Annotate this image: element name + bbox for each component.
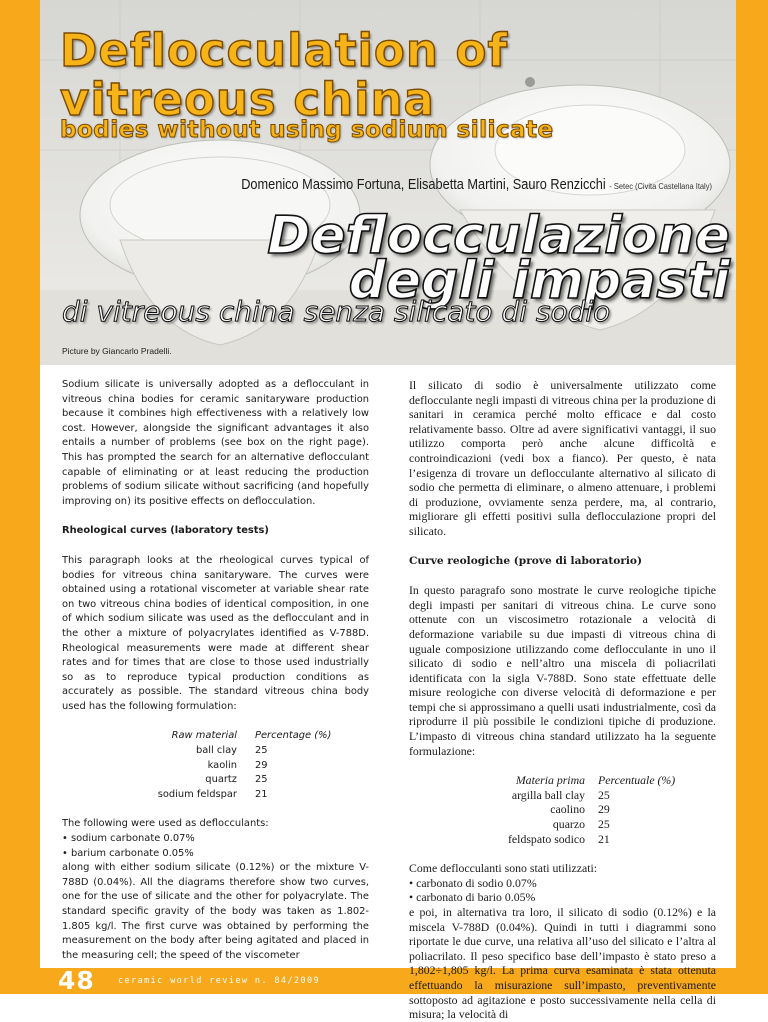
authors-line: [241, 177, 712, 193]
en-table-cell: sodium feldspar: [157, 788, 237, 800]
it-table-cell: 25: [598, 817, 610, 832]
english-column: [62, 378, 369, 963]
en-table-cell: ball clay: [195, 745, 237, 757]
photo-credit: Picture by Giancarlo Pradelli.: [62, 346, 172, 356]
it-formulation-table: [409, 773, 716, 846]
journal-name: ceramic world review n. 84/2009: [118, 976, 321, 986]
en-table-header-percentage: Percentage (%): [255, 730, 332, 742]
it-table-header-material: Materia prima: [515, 773, 585, 788]
en-table-cell: 21: [255, 788, 268, 800]
it-deflocculants-intro: Come deflocculanti sono stati utilizzati:: [409, 861, 598, 876]
it-bullet: • carbonato di sodio 0.07%: [409, 875, 537, 890]
italian-column: [409, 378, 716, 1022]
title-en-line2: vitreous china: [60, 73, 435, 126]
en-deflocculants-intro: The following were used as deflocculants:: [62, 818, 269, 830]
en-paragraph-1: This paragraph looks at the rheological curves typical of bodies for vitreous china sanitaryware. The curves were obtained using a rotational viscometer at variable shear rate on two vitreous china bodies of identical composition, in one of which sodium silicate was used as the deflocculant and in the other a mixture of polyacrylates identified as V-788D. Rheological measurements were made at different shear rates and for times that are close to those used industrially so as to reproduce typical production conditions as accurately as possible. The standard vitreous china body used has the following formulation:: [62, 554, 369, 712]
en-bullet: • barium carbonate 0.05%: [62, 847, 194, 859]
author-names: Domenico Massimo Fortuna, Elisabetta Martini, Sauro Renzicchi: [241, 177, 606, 193]
right-accent-bar: [736, 0, 768, 994]
page-number: 48: [58, 966, 95, 995]
author-affiliation: - Setec (Civita Castellana Italy): [609, 181, 712, 191]
left-accent-bar: [0, 0, 40, 994]
it-section-heading: Curve reologiche (prove di laboratorio): [409, 554, 643, 567]
it-table-cell: 21: [598, 831, 610, 846]
title-it-line2: degli impasti: [348, 251, 730, 311]
it-table-cell: feldspato sodico: [508, 831, 585, 846]
hero-photo: [0, 0, 768, 365]
it-paragraph-1: In questo paragrafo sono mostrate le curve reologiche tipiche degli impasti per sanitari di vitreous china. Le curve sono ottenute con un viscosimetro rotazionale a velocità di deformazione variabile su due impasti di vitreous china di uguale composizione utilizzando come deflocculante in uno il silicato di sodio e nell’altro una miscela di poliacrilati identificata con la sigla V-788D. Sono state effettuate delle misure reologiche con diverse velocità di deformazione e per tempi che si approssimano a quelli usati industrialmente, così da riprodurre il più possibile le condizioni tipiche di produzione. L’impasto di vitreous china standard utilizzato ha la seguente formulazione:: [409, 583, 716, 758]
en-table-cell: 25: [255, 745, 268, 757]
it-paragraph-2: e poi, in alternativa tra loro, il silicato di sodio (0.12%) e la miscela V-788D (0.04%). Quindi in tutti i diagrammi sono riportate le due curve, una relativa all’uso del silicato e l’altra al poliacrilato. Il peso specifico base dell’impasto è stato preso a 1,802÷1,805 kg/l. La prima curva esaminata è stata ottenuta effettuando la misurazione sull’impasto, preventivamente sottoposto ad agitazione e posto successivamente nella cella di misura; la velocità di: [409, 905, 716, 1022]
it-table-header-percentage: Percentuale (%): [598, 773, 676, 788]
it-table-cell: quarzo: [552, 817, 585, 832]
it-table-cell: 25: [598, 787, 610, 802]
en-bullet: • sodium carbonate 0.07%: [62, 833, 195, 845]
en-table-header-material: Raw material: [171, 730, 237, 742]
en-table-cell: kaolin: [207, 759, 237, 771]
it-bullet: • carbonato di bario 0.05%: [409, 890, 536, 905]
title-en-line1: Deflocculation of: [60, 24, 509, 77]
en-table-cell: 25: [255, 774, 268, 786]
en-paragraph-2: along with either sodium silicate (0.12%) or the mixture V-788D (0.04%). All the diagrams therefore show two curves, one for the use of silicate and the other for polyacrylate. The standard specific gravity of the body was taken as 1.802-1.805 kg/l. The first curve was obtained by performing the measurement on the body after being agitated and placed in the measuring cell; the speed of the viscometer: [62, 862, 369, 961]
en-table-cell: quartz: [205, 774, 237, 786]
title-it-subtitle: di vitreous china senza silicato di sodio: [62, 295, 611, 328]
it-table-cell: caolino: [550, 802, 585, 817]
en-section-heading: Rheological curves (laboratory tests): [62, 525, 269, 537]
it-table-cell: 29: [598, 802, 610, 817]
en-table-cell: 29: [255, 759, 268, 771]
title-en-subtitle: bodies without using sodium silicate: [60, 117, 554, 143]
en-intro: Sodium silicate is universally adopted as a deflocculant in vitreous china bodies for ceramic sanitaryware production because it combines high effectiveness with a relatively low cost. However, alongside the significant advantages it also entails a number of problems (see box on the right page). This has prompted the search for an alternative deflocculant capable of eliminating or at least reducing the production problems of sodium silicate without sacrificing (and hopefully improving on) its positive effects on deflocculation.: [62, 379, 369, 507]
it-intro: Il silicato di sodio è universalmente utilizzato come deflocculante negli impasti di vitreous china per la produzione di sanitari in ceramica perché molto efficace e dal costo relativamente basso. Oltre ad avere significativi vantaggi, il suo utilizzo comporta però anche alcune difficoltà e controindicazioni (vedi box a fianco). Per questo, è nata l’esigenza di trovare un deflocculante alternativo al silicato di sodio che permetta di eliminare, o almeno attenuare, i problemi di produzione, ovviamente senza perdere, ma, al contrario, migliorare gli effetti positivi sulla deflocculazione propri del silicato.: [409, 378, 716, 538]
title-it-line1: Deflocculazione: [267, 206, 730, 266]
en-formulation-table: [62, 729, 369, 802]
it-table-cell: argilla ball clay: [511, 787, 585, 802]
